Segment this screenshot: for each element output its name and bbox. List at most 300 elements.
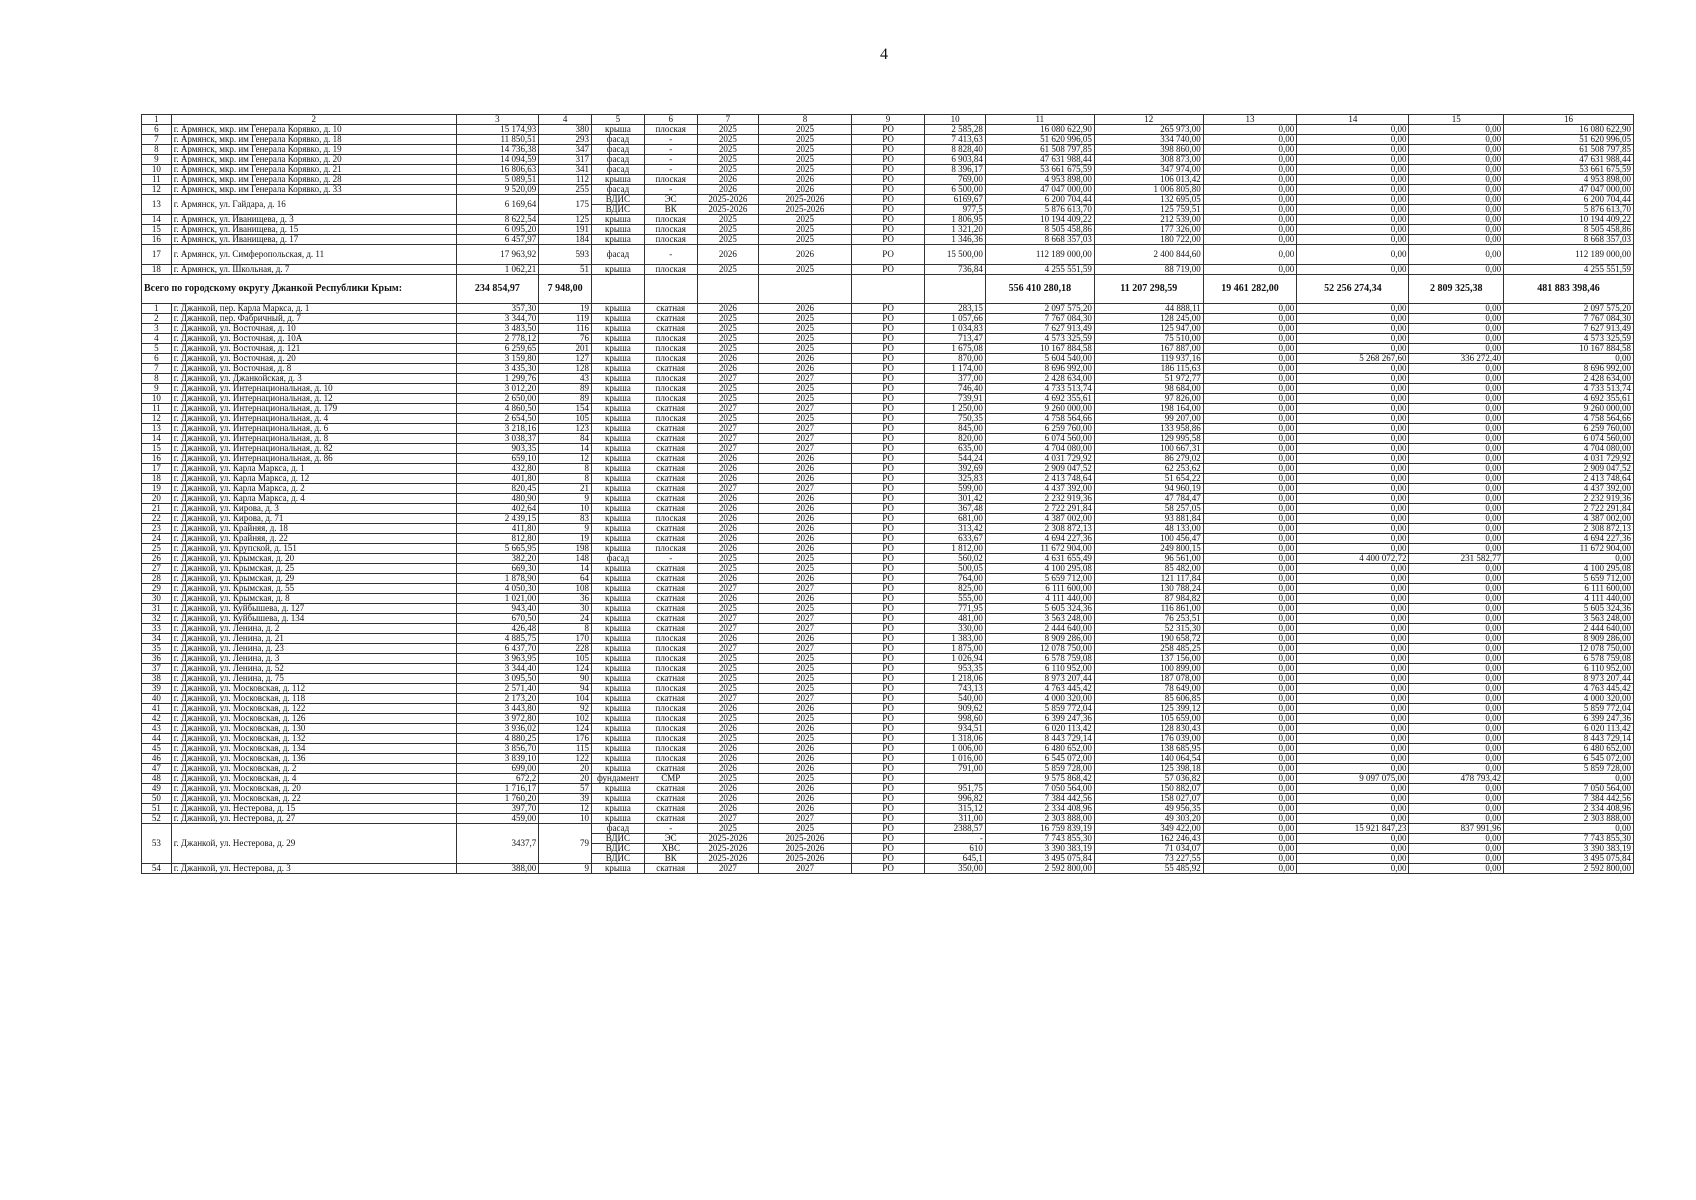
table-cell: 28 [142, 574, 172, 584]
table-cell: 7 767 084,30 [1504, 314, 1634, 324]
table-cell: 820,00 [925, 434, 986, 444]
table-cell: 1 218,06 [925, 674, 986, 684]
table-cell: скатная [644, 474, 697, 484]
table-cell: 0,00 [1409, 304, 1504, 314]
table-cell: г. Армянск, мкр. им Генерала Корявко, д. 10 [171, 125, 456, 135]
table-cell: 2025 [697, 125, 759, 135]
table-row [142, 324, 1634, 334]
table-cell: РО [851, 454, 925, 464]
table-cell: 190 658,72 [1094, 634, 1203, 644]
table-cell: 15 [142, 444, 172, 454]
table-cell: 5 876 613,70 [1504, 205, 1634, 215]
table-cell: 7 [142, 364, 172, 374]
table-cell: 0,00 [1409, 624, 1504, 634]
table-cell: 633,67 [925, 534, 986, 544]
table-cell: 58 257,05 [1094, 504, 1203, 514]
table-cell: 560,02 [925, 554, 986, 564]
table-cell: 2 413 748,64 [985, 474, 1094, 484]
table-cell: 0,00 [1297, 464, 1409, 474]
table-row [142, 724, 1634, 734]
table-cell: 2026 [697, 754, 759, 764]
table-cell: 45 [142, 744, 172, 754]
table-cell: 2026 [759, 354, 851, 364]
table-cell: г. Джанкой, ул. Карла Маркса, д. 4 [171, 494, 456, 504]
table-cell: 140 064,54 [1094, 754, 1203, 764]
table-cell: 2027 [759, 814, 851, 824]
table-cell: 0,00 [1409, 484, 1504, 494]
table-cell: 7 767 084,30 [985, 314, 1094, 324]
table-row [142, 624, 1634, 634]
table-cell: 2025 [759, 564, 851, 574]
table-cell: крыша [592, 404, 645, 414]
table-cell: 5 604 540,00 [985, 354, 1094, 364]
table-cell: 5 665,95 [456, 544, 539, 554]
table-cell: крыша [592, 644, 645, 654]
table-cell: 0,00 [1409, 664, 1504, 674]
table-cell: 0,00 [1203, 814, 1297, 824]
table-cell: 2026 [759, 494, 851, 504]
table-cell: 0,00 [1409, 584, 1504, 594]
table-cell: 12 [539, 804, 592, 814]
table-cell: РО [851, 824, 925, 834]
table-cell: 12 [142, 414, 172, 424]
table-cell: 11 672 904,00 [985, 544, 1094, 554]
table-row [142, 564, 1634, 574]
table-cell: 52 [142, 814, 172, 824]
table-cell: скатная [644, 504, 697, 514]
table-cell: 6 200 704,44 [1504, 195, 1634, 205]
table-cell: РО [851, 145, 925, 155]
table-cell: 0,00 [1297, 704, 1409, 714]
table-cell: 2026 [697, 704, 759, 714]
table-cell: 2026 [759, 544, 851, 554]
header-cell: 9 [851, 115, 925, 125]
table-cell: 37 [142, 664, 172, 674]
table-cell: 2 303 888,00 [1504, 814, 1634, 824]
table-cell: 2026 [697, 454, 759, 464]
table-row [142, 594, 1634, 604]
table-cell: 0,00 [1409, 464, 1504, 474]
table-row [142, 314, 1634, 324]
table-cell: 2025 [759, 774, 851, 784]
table-cell: г. Джанкой, ул. Московская, д. 130 [171, 724, 456, 734]
table-cell: крыша [592, 364, 645, 374]
table-cell: 20 [142, 494, 172, 504]
table-cell: 0,00 [1297, 764, 1409, 774]
table-cell: плоская [644, 704, 697, 714]
table-cell: 1 062,21 [456, 265, 539, 275]
table-cell: 739,91 [925, 394, 986, 404]
table-cell: плоская [644, 344, 697, 354]
table-cell: 2025 [697, 414, 759, 424]
table-cell: 0,00 [1203, 185, 1297, 195]
table-cell: - [644, 165, 697, 175]
table-cell: 0,00 [1409, 404, 1504, 414]
table-cell: 2026 [697, 524, 759, 534]
table-cell: 0,00 [1203, 824, 1297, 834]
table-cell: 85 482,00 [1094, 564, 1203, 574]
table-cell: 0,00 [1297, 714, 1409, 724]
table-cell: г. Джанкой, ул. Интернациональная, д. 82 [171, 444, 456, 454]
table-row [142, 554, 1634, 564]
table-cell: 0,00 [1409, 235, 1504, 245]
table-cell: 10 194 409,22 [1504, 215, 1634, 225]
table-cell: 53 661 675,59 [985, 165, 1094, 175]
table-cell: 0,00 [1297, 304, 1409, 314]
table-cell: 87 984,82 [1094, 594, 1203, 604]
table-cell: 4 704 080,00 [985, 444, 1094, 454]
table-cell: 51 620 996,05 [1504, 135, 1634, 145]
table-cell: 128 830,43 [1094, 724, 1203, 734]
table-cell: 0,00 [1203, 684, 1297, 694]
table-cell: 255 [539, 185, 592, 195]
table-cell: 14 [539, 564, 592, 574]
table-cell: 11 850,51 [456, 135, 539, 145]
total-label: Всего по городскому округу Джанкой Республики Крым: [142, 275, 457, 304]
table-cell: 2025-2026 [697, 854, 759, 864]
table-cell: 0,00 [1297, 594, 1409, 604]
table-cell: 0,00 [1203, 854, 1297, 864]
table-row [142, 684, 1634, 694]
table-cell: 49 956,35 [1094, 804, 1203, 814]
table-cell: 4 763 445,42 [985, 684, 1094, 694]
table-cell: РО [851, 634, 925, 644]
table-row [142, 304, 1634, 314]
table-cell: 11 [142, 175, 172, 185]
table-cell: г. Армянск, ул. Иванищева, д. 3 [171, 215, 456, 225]
table-cell: 0,00 [1203, 414, 1297, 424]
table-cell: 6 480 652,00 [1504, 744, 1634, 754]
table-cell: 0,00 [1297, 544, 1409, 554]
table-cell: 8 [142, 374, 172, 384]
table-cell: 128 245,00 [1094, 314, 1203, 324]
table-cell: 870,00 [925, 354, 986, 364]
table-row [142, 494, 1634, 504]
table-cell: скатная [644, 524, 697, 534]
table-cell: РО [851, 854, 925, 864]
table-cell: 8 505 458,86 [1504, 225, 1634, 235]
table-cell: 2025 [759, 215, 851, 225]
table-cell: 175 [539, 195, 592, 215]
table-cell: 2026 [697, 544, 759, 554]
table-cell: крыша [592, 215, 645, 225]
table-cell: РО [851, 674, 925, 684]
table-cell: 0,00 [1409, 654, 1504, 664]
table-cell: РО [851, 235, 925, 245]
table-cell: РО [851, 394, 925, 404]
table-row [142, 674, 1634, 684]
table-cell: 2027 [697, 404, 759, 414]
table-cell: крыша [592, 434, 645, 444]
table-cell: 2025 [697, 604, 759, 614]
table-cell: РО [851, 155, 925, 165]
table-cell: г. Джанкой, ул. Карла Маркса, д. 2 [171, 484, 456, 494]
table-cell: 377,00 [925, 374, 986, 384]
table-cell: 108 [539, 584, 592, 594]
table-cell: 44 [142, 734, 172, 744]
total-cell: 7 948,00 [539, 275, 592, 304]
table-cell: 12 [142, 185, 172, 195]
table-cell: крыша [592, 474, 645, 484]
table-cell: 0,00 [1203, 175, 1297, 185]
table-cell: 3 963,95 [456, 654, 539, 664]
table-cell: 0,00 [1297, 165, 1409, 175]
table-row [142, 514, 1634, 524]
table-cell: 14 [539, 444, 592, 454]
table-cell: 4 255 551,59 [1504, 265, 1634, 275]
table-cell: 0,00 [1203, 644, 1297, 654]
table-cell: 0,00 [1409, 594, 1504, 604]
table-cell: крыша [592, 784, 645, 794]
table-cell: крыша [592, 514, 645, 524]
table-cell: 2025 [759, 165, 851, 175]
table-cell: 2 232 919,36 [985, 494, 1094, 504]
table-cell: ВК [644, 205, 697, 215]
table-cell: 47 047 000,00 [1504, 185, 1634, 195]
table-cell: РО [851, 654, 925, 664]
table-cell: 104 [539, 694, 592, 704]
table-cell: 2025 [759, 714, 851, 724]
table-cell: скатная [644, 574, 697, 584]
table-cell: 112 189 000,00 [1504, 245, 1634, 265]
table-cell: 6 578 759,08 [985, 654, 1094, 664]
table-cell: 7 627 913,49 [985, 324, 1094, 334]
table-cell: 2025 [759, 674, 851, 684]
table-cell: г. Армянск, мкр. им Генерала Корявко, д. 18 [171, 135, 456, 145]
table-cell: 0,00 [1203, 694, 1297, 704]
table-cell: 176 039,00 [1094, 734, 1203, 744]
table-cell: плоская [644, 744, 697, 754]
table-cell: 4 031 729,92 [1504, 454, 1634, 464]
table-cell: 0,00 [1297, 384, 1409, 394]
table-cell: РО [851, 265, 925, 275]
table-cell: 2027 [697, 374, 759, 384]
table-cell: 4 573 325,59 [985, 334, 1094, 344]
table-cell: фасад [592, 135, 645, 145]
table-cell: РО [851, 644, 925, 654]
table-cell: 94 [539, 684, 592, 694]
table-cell: 699,00 [456, 764, 539, 774]
table-cell: - [644, 155, 697, 165]
table-cell: 9 [539, 864, 592, 874]
table-cell: 743,13 [925, 684, 986, 694]
table-cell: 86 279,02 [1094, 454, 1203, 464]
table-cell: 311,00 [925, 814, 986, 824]
table-cell: 46 [142, 754, 172, 764]
table-cell: плоская [644, 394, 697, 404]
table-cell: 17 [142, 464, 172, 474]
table-cell: плоская [644, 634, 697, 644]
table-cell: 9 260 000,00 [985, 404, 1094, 414]
table-cell: 0,00 [1297, 454, 1409, 464]
table-cell: 36 [142, 654, 172, 664]
table-cell: 4 437 392,00 [1504, 484, 1634, 494]
table-cell: 100 899,00 [1094, 664, 1203, 674]
table-cell: 544,24 [925, 454, 986, 464]
table-cell: г. Джанкой, ул. Нестерова, д. 15 [171, 804, 456, 814]
table-cell: крыша [592, 424, 645, 434]
table-cell: плоская [644, 734, 697, 744]
table-cell: 124 [539, 724, 592, 734]
table-cell: 9 575 868,42 [985, 774, 1094, 784]
table-cell: 0,00 [1409, 704, 1504, 714]
table-cell: 4 692 355,61 [1504, 394, 1634, 404]
table-cell: 2026 [697, 245, 759, 265]
table-cell: 2 654,50 [456, 414, 539, 424]
table-cell: плоская [644, 724, 697, 734]
table-cell: 8 909 286,00 [985, 634, 1094, 644]
table-cell: РО [851, 814, 925, 824]
table-cell: 0,00 [1297, 404, 1409, 414]
table-cell: 14 094,59 [456, 155, 539, 165]
table-cell: РО [851, 215, 925, 225]
table-cell: 3 936,02 [456, 724, 539, 734]
table-cell: г. Армянск, мкр. им Генерала Корявко, д. 28 [171, 175, 456, 185]
table-cell: 0,00 [1297, 394, 1409, 404]
table-cell: 2025-2026 [697, 205, 759, 215]
table-cell: 2 428 634,00 [1504, 374, 1634, 384]
table-cell: крыша [592, 484, 645, 494]
table-cell: 1 021,00 [456, 594, 539, 604]
table-cell: 53 [142, 824, 172, 864]
table-cell: 0,00 [1203, 145, 1297, 155]
table-cell: г. Джанкой, ул. Восточная, д. 121 [171, 344, 456, 354]
table-cell: 2025 [759, 684, 851, 694]
table-cell: - [644, 135, 697, 145]
table-cell: 2 444 640,00 [1504, 624, 1634, 634]
table-cell: 0,00 [1409, 364, 1504, 374]
table-cell: 2025 [697, 714, 759, 724]
table-cell: 6 457,97 [456, 235, 539, 245]
table-cell: 0,00 [1297, 604, 1409, 614]
table-cell: 0,00 [1297, 364, 1409, 374]
table-cell: 0,00 [1297, 225, 1409, 235]
table-cell: 610 [925, 844, 986, 854]
table-cell: 0,00 [1203, 794, 1297, 804]
table-cell: г. Джанкой, ул. Джанкойская, д. 3 [171, 374, 456, 384]
table-cell: 47 [142, 764, 172, 774]
table-cell: РО [851, 734, 925, 744]
table-cell: 0,00 [1203, 155, 1297, 165]
table-cell: 0,00 [1203, 834, 1297, 844]
table-cell: 0,00 [1203, 734, 1297, 744]
table-cell: 2025 [759, 604, 851, 614]
table-cell: г. Джанкой, ул. Московская, д. 4 [171, 774, 456, 784]
table-cell: скатная [644, 794, 697, 804]
table-cell: 1 034,83 [925, 324, 986, 334]
table-cell: 2027 [759, 584, 851, 594]
table-cell: 4 733 513,74 [985, 384, 1094, 394]
table-cell: 6 111 600,00 [1504, 584, 1634, 594]
table-cell: крыша [592, 534, 645, 544]
table-cell: 347 [539, 145, 592, 155]
table-cell: 51 654,22 [1094, 474, 1203, 484]
table-cell: 0,00 [1409, 734, 1504, 744]
table-cell: 1 [142, 304, 172, 314]
table-cell: РО [851, 574, 925, 584]
table-cell: 39 [539, 794, 592, 804]
table-cell: 16 806,63 [456, 165, 539, 175]
table-cell: г. Джанкой, ул. Крымская, д. 29 [171, 574, 456, 584]
table-cell: 2027 [697, 434, 759, 444]
table-cell: 4 704 080,00 [1504, 444, 1634, 454]
table-row [142, 414, 1634, 424]
table-cell: г. Джанкой, ул. Крымская, д. 55 [171, 584, 456, 594]
table-cell: 659,10 [456, 454, 539, 464]
table-cell: РО [851, 564, 925, 574]
table-cell: 2025 [697, 324, 759, 334]
table-cell: 540,00 [925, 694, 986, 704]
table-row [142, 235, 1634, 245]
table-cell: 2027 [697, 624, 759, 634]
table-cell: 125 398,18 [1094, 764, 1203, 774]
table-cell: 0,00 [1203, 524, 1297, 534]
table-cell: г. Джанкой, ул. Интернациональная, д. 6 [171, 424, 456, 434]
table-cell: 16 [142, 454, 172, 464]
table-cell: 1 878,90 [456, 574, 539, 584]
table-cell: 48 [142, 774, 172, 784]
table-cell: 94 960,19 [1094, 484, 1203, 494]
table-cell: 0,00 [1409, 414, 1504, 424]
table-cell: 791,00 [925, 764, 986, 774]
table-cell: 2 097 575,20 [1504, 304, 1634, 314]
table-cell: 0,00 [1409, 225, 1504, 235]
table-cell: г. Джанкой, ул. Московская, д. 126 [171, 714, 456, 724]
table-cell: 599,00 [925, 484, 986, 494]
table-cell: 9 [142, 384, 172, 394]
table-cell: 6 110 952,00 [985, 664, 1094, 674]
table-cell: - [644, 185, 697, 195]
table-cell: скатная [644, 444, 697, 454]
table-cell: 5 [142, 344, 172, 354]
table-cell: крыша [592, 304, 645, 314]
table-body [142, 115, 1634, 874]
table-cell: 98 684,00 [1094, 384, 1203, 394]
table-cell: 0,00 [1297, 734, 1409, 744]
table-cell: плоская [644, 714, 697, 724]
table-cell: 0,00 [1203, 304, 1297, 314]
table-cell: 6 437,70 [456, 644, 539, 654]
table-row [142, 225, 1634, 235]
table-cell: РО [851, 175, 925, 185]
table-cell: 0,00 [1409, 454, 1504, 464]
table-cell: 2 400 844,60 [1094, 245, 1203, 265]
table-cell: 0,00 [1409, 314, 1504, 324]
table-cell: плоская [644, 175, 697, 185]
table-cell: 2027 [697, 444, 759, 454]
table-cell: 100 667,31 [1094, 444, 1203, 454]
table-cell: 0,00 [1203, 225, 1297, 235]
table-cell: крыша [592, 574, 645, 584]
table-cell: 2026 [759, 764, 851, 774]
table-cell: 2025 [759, 654, 851, 664]
table-cell: 92 [539, 704, 592, 714]
table-cell: РО [851, 364, 925, 374]
table-cell: 0,00 [1409, 135, 1504, 145]
table-cell: 30 [539, 604, 592, 614]
table-cell: 83 [539, 514, 592, 524]
table-cell: г. Армянск, ул. Школьная, д. 7 [171, 265, 456, 275]
table-cell: г. Армянск, ул. Иванищева, д. 17 [171, 235, 456, 245]
table-cell: плоская [644, 215, 697, 225]
table-cell: скатная [644, 454, 697, 464]
table-cell: 2025 [697, 334, 759, 344]
table-cell: 2026 [759, 464, 851, 474]
table-row [142, 155, 1634, 165]
table-cell: 24 [142, 534, 172, 544]
table-cell: 0,00 [1409, 474, 1504, 484]
table-cell: 2026 [759, 794, 851, 804]
